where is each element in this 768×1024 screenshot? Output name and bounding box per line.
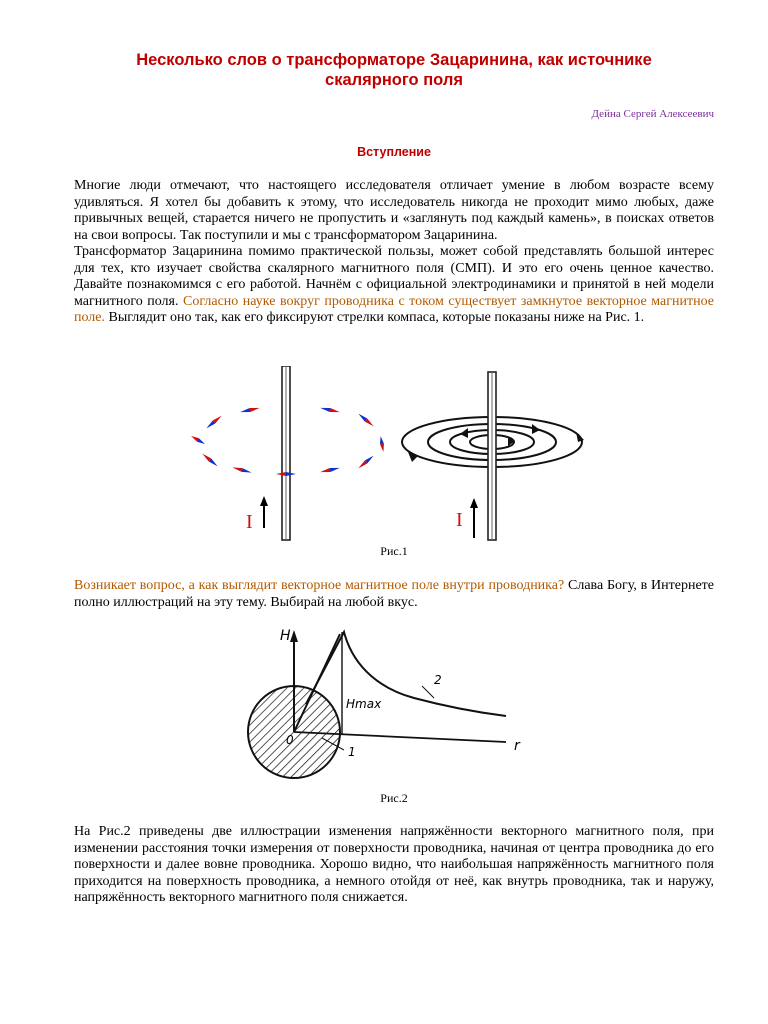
title-line-2: скалярного поля: [325, 71, 463, 89]
compass-needle-icon: [201, 452, 219, 468]
author-name: Дейна Сергей Алексеевич: [591, 108, 714, 120]
figure-2: [244, 620, 534, 790]
origin-label: 0: [286, 733, 294, 747]
compass-needle-icon: [190, 434, 206, 445]
paragraph-3-end: Слава Богу, в Интернете полно иллюстраций на эту тему. Выбирай на любой вкус.: [74, 578, 715, 610]
compass-needle-icon: [357, 412, 375, 428]
conductor-left: [282, 366, 290, 540]
compass-needle-icon: [240, 406, 260, 414]
curve-2-leader: [422, 686, 434, 698]
compass-needle-icon: [379, 436, 386, 452]
document-title: [74, 50, 714, 90]
h-max-label: Hmax: [346, 697, 382, 711]
paragraph-3-highlight: Возникает вопрос, а как выглядит векторное магнитное поле внутри проводника?: [74, 578, 565, 593]
paragraph-2: [74, 244, 714, 327]
curve-2-label: 2: [434, 673, 442, 687]
compass-needle-icon: [205, 414, 223, 430]
axis-r-label: r: [514, 738, 520, 754]
current-label-left: I: [246, 511, 253, 533]
axis-h-label: H: [280, 628, 291, 644]
paragraph-3: [74, 578, 714, 611]
compass-needle-icon: [276, 472, 296, 476]
conductor-right: [488, 372, 496, 540]
figure-1: [180, 366, 600, 544]
paragraph-2-start: Трансформатор Зацаринина помимо практической пользы, может собой представлять большой интерес для тех, кто изучает свойства скалярного магнитного поля (СМП). И это его очень ценное качество. Давайте познакомимся с его работой. Начнём с официальной электродинамики и принятой в ней модели магнитного поля.: [74, 244, 714, 309]
current-arrow-right: [470, 498, 478, 538]
figure-1-caption: Рис.1: [380, 544, 408, 558]
current-arrow-left: [260, 496, 268, 528]
arrow-icon: [290, 630, 298, 642]
paragraph-4: На Рис.2 приведены две иллюстрации изменения напряжённости векторного магнитного поля, при изменении расстояния точки измерения от поверхности проводника, начиная от центра проводника до его поверхности и далее вовне проводника. Хорошо видно, что наибольшая напряжённость магнитного поля приходится на поверхность проводника, а немного отойдя от неё, как внутрь проводника, так и наружу, напряжённость векторного магнитного поля снижается.: [74, 824, 714, 906]
paragraph-2-highlight: Согласно науке вокруг проводника с током существует замкнутое векторное магнитное поле.: [74, 293, 714, 326]
paragraph-2-end: Выглядит оно так, как его фиксируют стрелки компаса, которые показаны ниже на Рис. 1.: [105, 310, 645, 326]
compass-needle-icon: [320, 406, 340, 414]
compass-needle-icon: [320, 466, 340, 474]
compass-needle-icon: [232, 465, 252, 474]
figure-2-caption: Рис.2: [380, 791, 408, 805]
curve-1-label: 1: [348, 745, 356, 759]
current-label-right: I: [456, 509, 463, 531]
title-line-1: Несколько слов о трансформаторе Зацаринина, как источнике: [136, 51, 652, 69]
paragraph-1: Многие люди отмечают, что настоящего исследователя отличает умение в любом возрасте всему удивляться. Я хотел бы добавить к этому, что исследователь никогда не проходит мимо любых, даже привычных вещей, старается ничего не пропустить и «заглянуть под каждый камень», в поисках ответов на свои вопросы. Так поступили и мы с трансформатором Зацаринина.: [74, 178, 714, 243]
section-heading: Вступление: [357, 145, 431, 159]
compass-needle-icon: [357, 454, 375, 470]
